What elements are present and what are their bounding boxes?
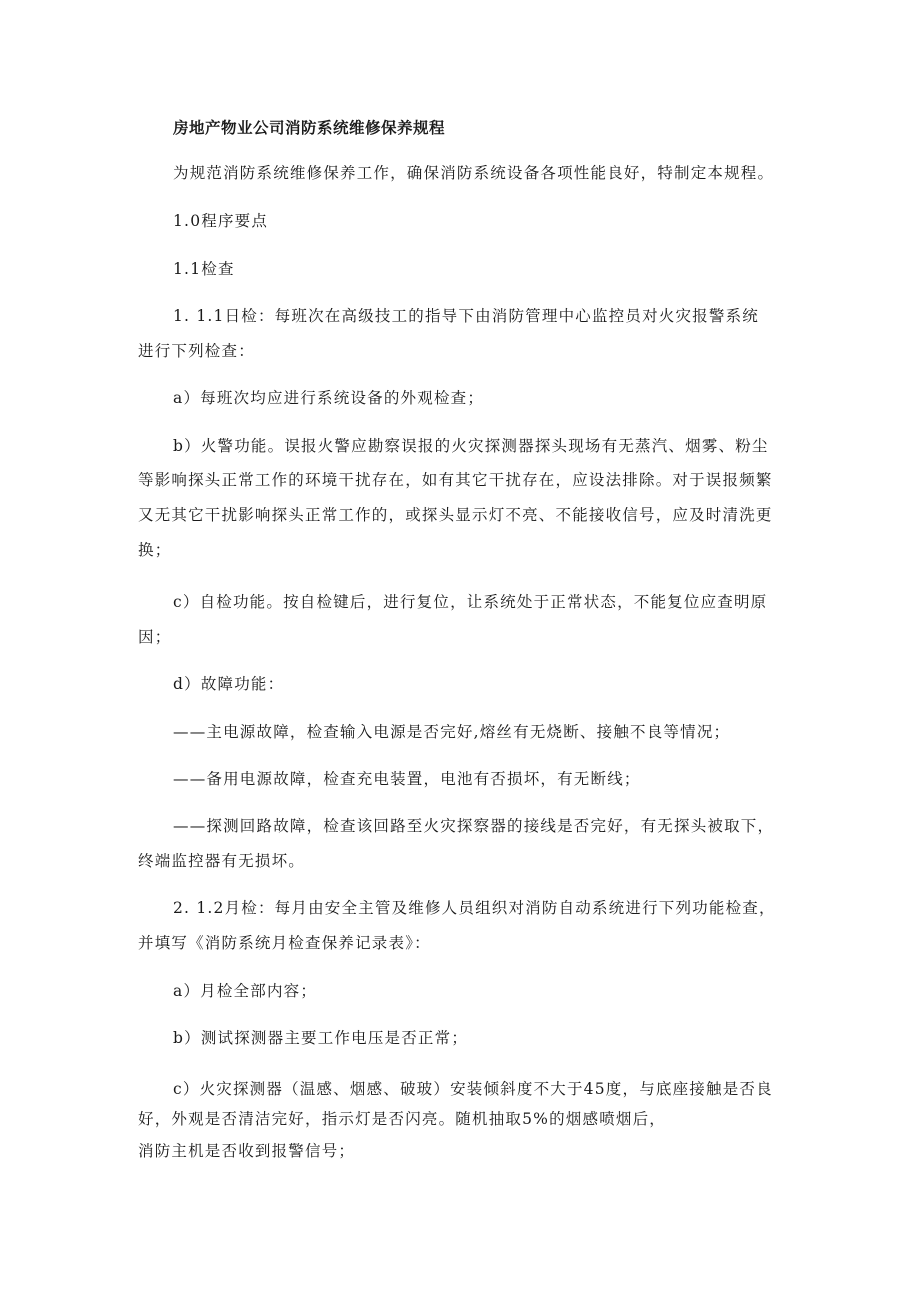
monthly-item-c-line-2: 好，外观是否清洁完好，指示灯是否闪亮。随机抽取5%的烟感喷烟后， [138,1110,666,1128]
daily-item-c-line-2: 因； [138,628,172,646]
daily-item-c-line-1: c）自检功能。按自检键后，进行复位，让系统处于正常状态，不能复位应查明原 [173,593,768,611]
daily-item-d: d）故障功能： [173,675,285,693]
section-heading-1-0: 1.0程序要点 [173,212,269,230]
monthly-item-a: a）月检全部内容； [173,982,318,1000]
daily-dash-item-2: ——备用电源故障，检查充电装置，电池有否损坏，有无断线； [173,770,641,788]
monthly-item-c-line-1: c）火灾探测器（温感、烟感、破玻）安装倾斜度不大于45度，与底座接触是否良 [173,1080,773,1098]
daily-item-a: a）每班次均应进行系统设备的外观检查； [173,389,485,407]
daily-item-b-line-4: 换； [138,541,172,559]
monthly-item-b: b）测试探测器主要工作电压是否正常； [173,1029,469,1047]
monthly-check-line-2: 并填写《消防系统月检查保养记录表》： [138,934,431,952]
daily-dash-item-3-line-2: 终端监控器有无损坏。 [138,852,306,870]
daily-dash-item-3-line-1: ——探测回路故障，检查该回路至火灾探察器的接线是否完好，有无探头被取下， [173,817,775,835]
daily-item-b-line-3: 又无其它干扰影响探头正常工作的，或探头显示灯不亮、不能接收信号，应及时清洗更 [138,506,773,524]
daily-item-b-line-2: 等影响探头正常工作的环境干扰存在，如有其它干扰存在，应设法排除。对于误报频繁 [138,471,773,489]
section-heading-1-1: 1.1检查 [173,260,235,278]
monthly-check-line-1: 2. 1.2月检：每月由安全主管及维修人员组织对消防自动系统进行下列功能检查， [173,899,776,917]
monthly-item-c-line-3: 消防主机是否收到报警信号； [138,1142,356,1160]
daily-dash-item-1: ——主电源故障，检查输入电源是否完好,熔丝有无烧断、接触不良等情况； [173,723,731,741]
daily-item-b-line-1: b）火警功能。误报火警应勘察误报的火灾探测器探头现场有无蒸汽、烟雾、粉尘 [173,437,769,455]
daily-check-line-1: 1. 1.1日检：每班次在高级技工的指导下由消防管理中心监控员对火灾报警系统 [173,307,759,325]
daily-check-line-2: 进行下列检查： [138,342,255,360]
intro-paragraph: 为规范消防系统维修保养工作，确保消防系统设备各项性能良好，特制定本规程。 [173,164,775,182]
document-title: 房地产物业公司消防系统维修保养规程 [173,118,446,137]
